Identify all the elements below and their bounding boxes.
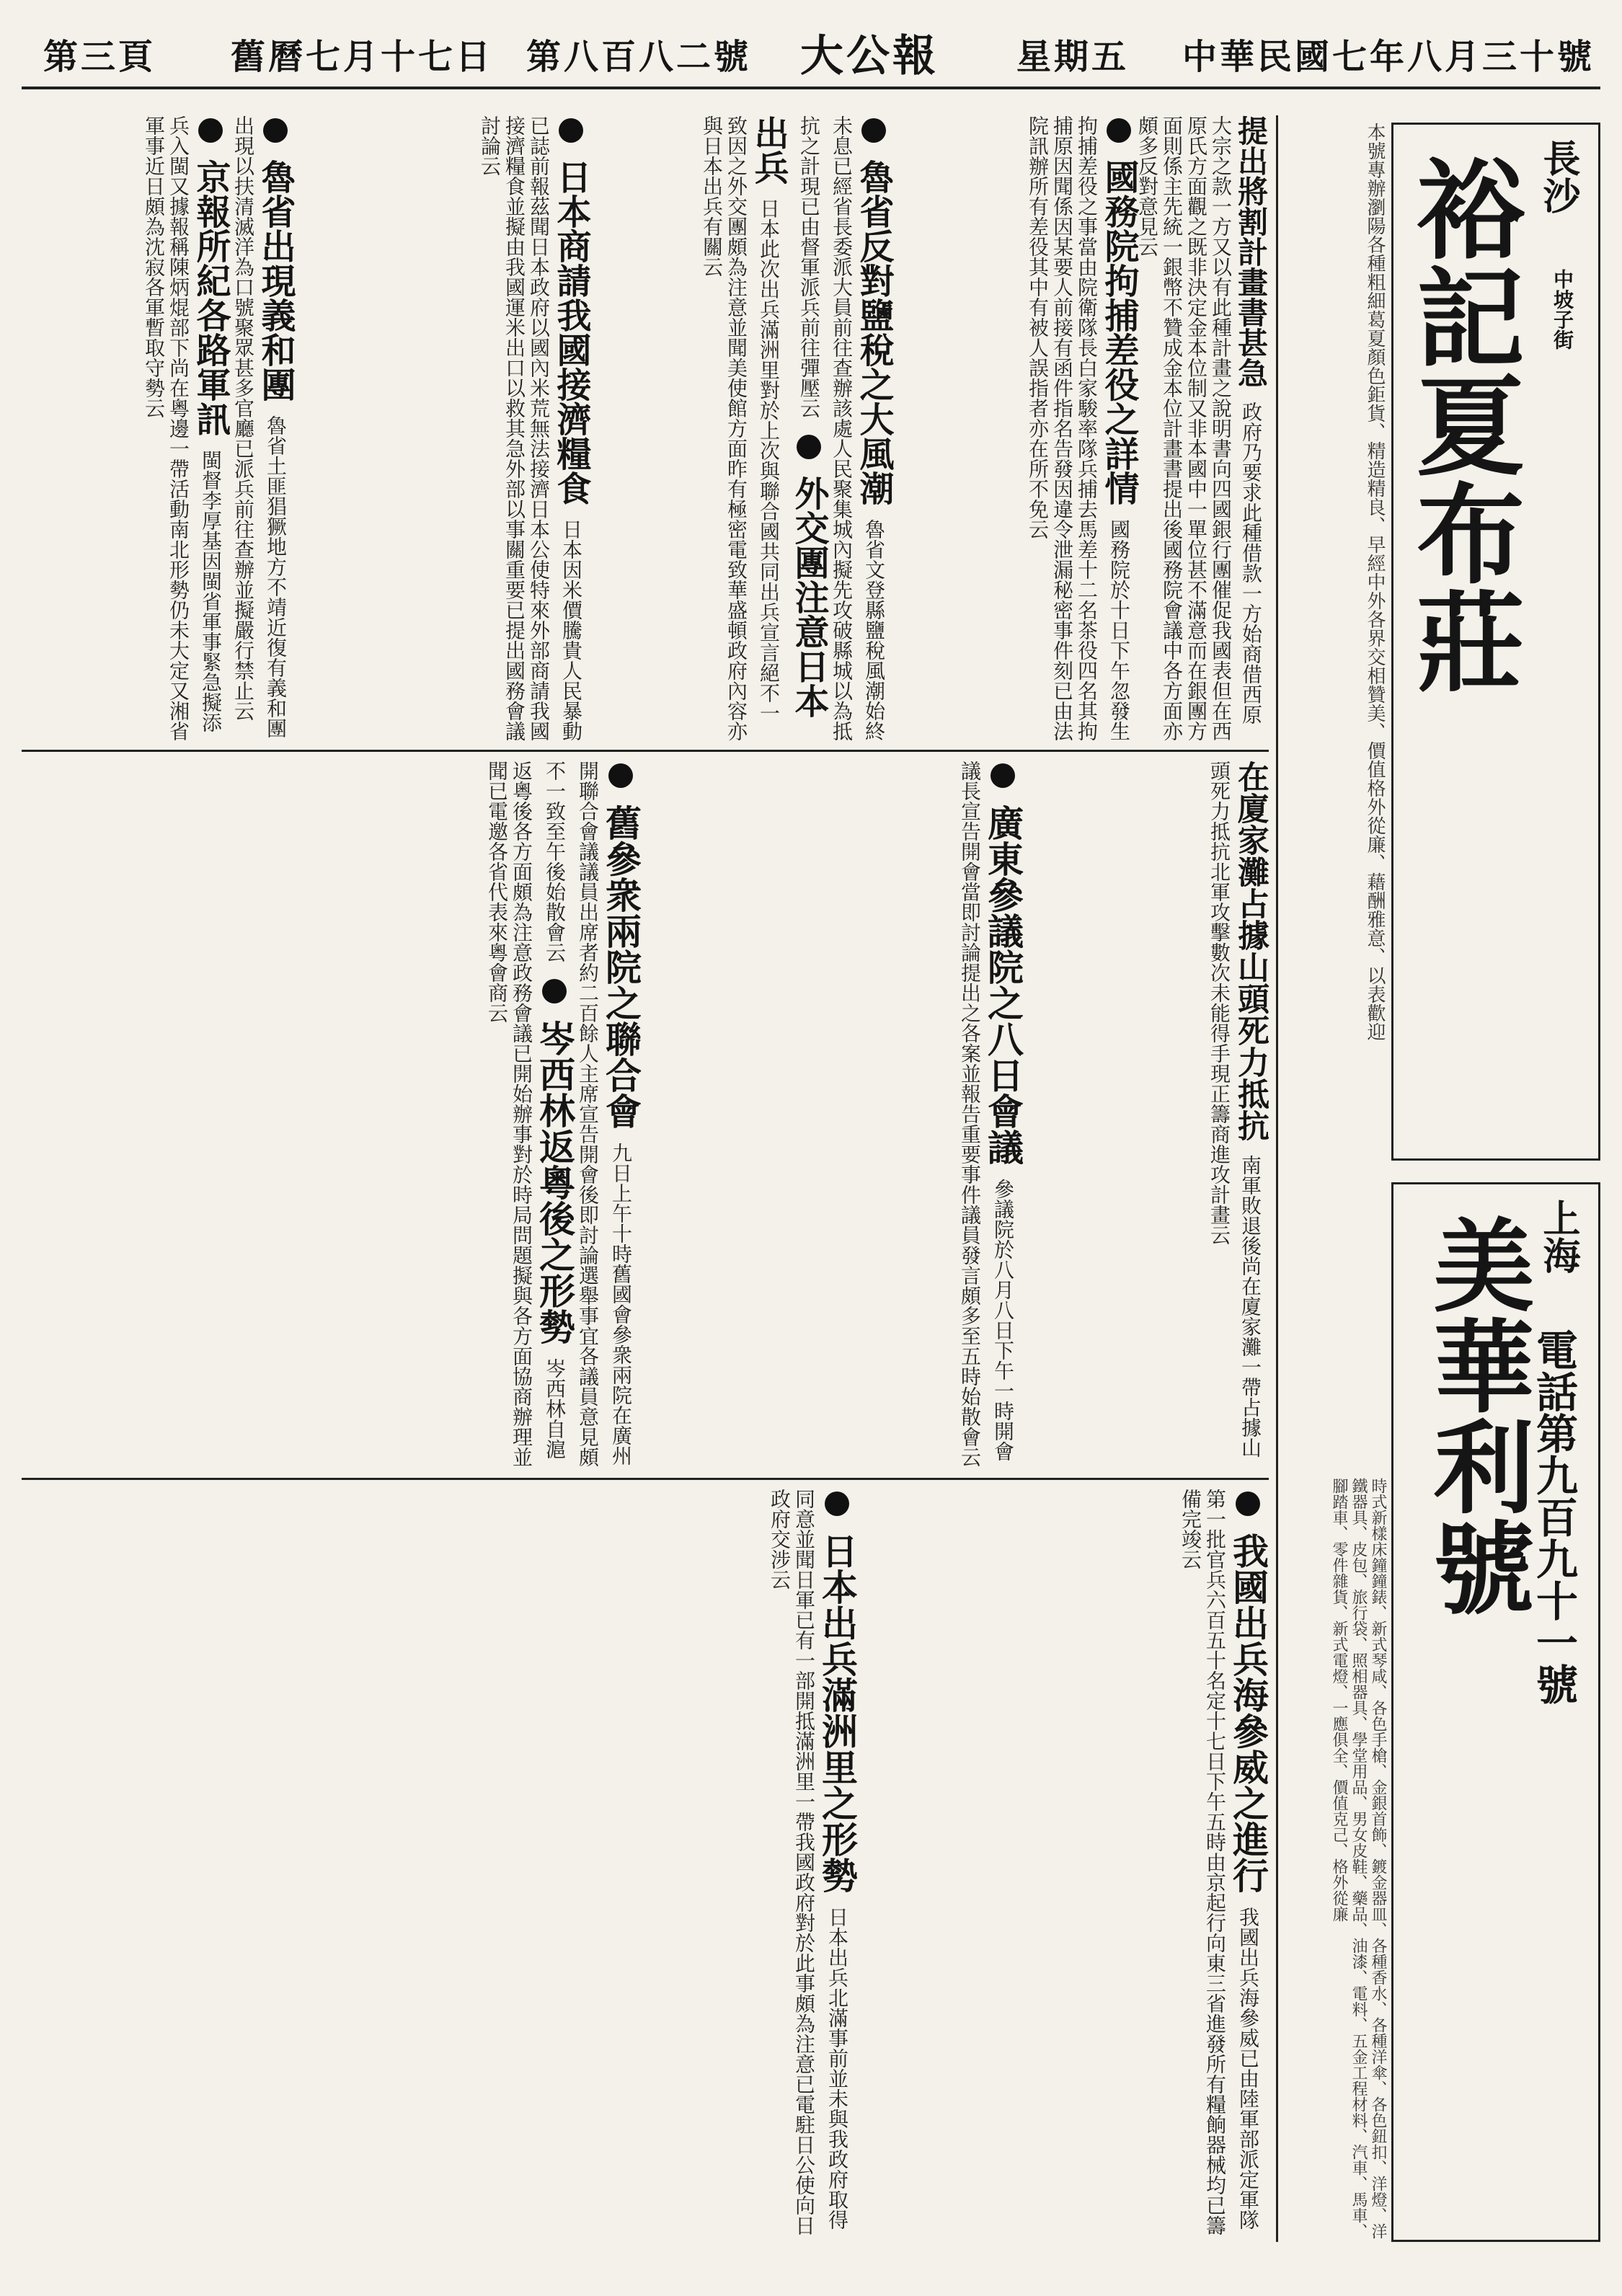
article-title: 日本商請我國接濟糧食 <box>551 159 591 505</box>
article-title: 魯省反對鹽稅之大風潮 <box>854 159 894 505</box>
lunar-date: 舊曆七月十七日 <box>231 37 494 77</box>
article-title: 岑西林返粵後之形勢 <box>533 1020 576 1344</box>
article-title: 在廈家灘占據山頭死力抵抗 <box>1232 761 1269 1141</box>
bullet-icon <box>263 118 288 143</box>
article <box>865 1489 1269 2242</box>
ad-changsha-address: 中坡子街 <box>1551 269 1574 350</box>
issue-number: 第八百八二號 <box>526 37 752 77</box>
ad-product-list: 時式新樣床鐘鐘錶、新式琴咸、各色手槍、金銀首飾、鍍金器皿、各種香水、各種洋傘、各色鈕扣、洋燈、洋鐵器具、皮包、旅行袋、照相器具、學堂用品、男女皮鞋、藥品、油漆、電料、五金工程材料、汽車、馬車、腳踏車、零件雜貨、新式電燈、一應俱全、價值克己、格外從廉 <box>1330 1478 1387 2239</box>
article-body: 九日上午十時舊國會參衆兩院在廣州開聯合會議議員出席者約二百餘人主席宣告開會後即討論選舉事宜各議員意見頗不一致至午後始散會云 <box>543 761 633 1467</box>
bullet-icon <box>1107 118 1131 143</box>
article-body: 政府乃要求此種借款一方始商借西原大宗之款一方又以有此種計畫之說明書向四國銀行團催促我國表但在西原氏方面觀之既非決定金本位制又非本國中一單位甚不滿意而在銀團方面則係主先統一銀幣不贊成金本位計畫書提出後國務院會議中各方面亦頗多反對意見云 <box>1135 115 1263 741</box>
article <box>22 115 296 743</box>
ad-shop-name: 裕記夏布莊 <box>1398 154 1525 694</box>
article-body: 閩督李厚基因閩省軍事緊急擬添兵入閩又據報稱陳炳焜部下尚在粵邊一帶活動南北形勢仍未大定又湘省軍事近日頗為沈寂各軍暫取守勢云 <box>142 115 223 741</box>
article-title: 廣東參議院之八日會議 <box>982 805 1024 1165</box>
page-number: 第三頁 <box>43 37 156 77</box>
article-title: 國務院拘捕差役之詳情 <box>1099 159 1139 505</box>
bullet-icon <box>542 979 567 1003</box>
article-title: 舊參衆兩院之聯合會 <box>600 805 642 1129</box>
article-body: 國務院於十日下午忽發生拘捕差役之事當由院衛隊長白家駿率隊兵捕去馬差十二名茶役四名其拘捕原因聞係因某要人前接有函件指名告發因違令泄漏秘密事件刻已由法院訊辦所有差役其中有被人誤指者亦在所不免云 <box>1026 115 1131 741</box>
column-divider <box>1276 115 1278 2242</box>
bullet-icon <box>1236 1491 1260 1516</box>
article-title: 外交團注意日本出兵 <box>748 115 829 718</box>
article <box>908 115 1139 743</box>
article-body: 魯省文登縣鹽稅風潮始終未息已經省長委派大員前往查辦該處人民聚集城內擬先攻破縣城以為抵抗之計現已由督軍派兵前往彈壓云 <box>797 115 886 741</box>
section-divider <box>22 1478 1269 1480</box>
ad-telephone: 電話第九百九十一號 <box>1529 1329 1578 1705</box>
article-title: 京報所紀各路軍訊 <box>190 159 231 436</box>
article-body: 日本此次出兵滿洲里對於上次與聯合國共同出兵宣言絕不一致因之外交團頗為注意並聞美使館方面昨有極密電致華盛頓政府內容亦與日本出兵有關云 <box>700 115 781 741</box>
paper-title: 大公報 <box>800 31 939 81</box>
article-body: 日本出兵北滿事前並未與我政府取得同意並聞日軍已有一部開抵滿洲里一帶我國政府對於此事頗為注意已電駐日公使向日政府交涉云 <box>768 1489 849 2235</box>
bullet-icon <box>198 118 223 143</box>
article-title: 日本出兵滿洲里之形勢 <box>816 1533 859 1893</box>
article <box>1031 761 1269 1471</box>
article-body: 魯省土匪猖獗地方不靖近復有義和團出現以扶清滅洋為口號聚眾甚多官廳已派兵前往查辦並擬嚴行禁止云 <box>231 115 288 738</box>
ad-shop-description: 本號專辦瀏陽各種粗細葛夏顏色鉅貨、精造精良、早經中外各界交相贊美、價值格外從廉、藉酬雅意、以表歡迎 <box>1364 123 1386 1041</box>
article-body: 岑西林自滬返粵後各方面頗為注意政務會議已開始辦事對於時局問題擬與各方面協商辦理並聞已電邀各省代表來粵會商云 <box>485 761 567 1467</box>
ad-changsha-city: 長沙 <box>1536 139 1580 214</box>
article-body: 日本因米價騰貴人民暴動已誌前報茲聞日本政府以國內米荒無法接濟日本公使特來外部商請我國接濟糧食並擬由我國運米出口以救其急外部以事關重要已提出國務會議討論云 <box>478 115 583 741</box>
publication-date: 中華民國七年八月三十號 <box>1182 37 1595 77</box>
masthead-bar <box>22 22 1600 89</box>
article <box>22 761 642 1471</box>
ad-changsha <box>1391 123 1600 1161</box>
section-divider <box>22 750 1269 752</box>
article <box>606 115 894 743</box>
article-body: 參議院於八月八日下午一時開會議長宣告開會當即討論提出之各案並報告重要事件議員發言頗多至五時始散會云 <box>958 761 1015 1467</box>
bullet-icon <box>991 763 1015 788</box>
article-title: 提出將割計畫書甚急 <box>1233 115 1269 388</box>
ad-shanghai-city: 上海 <box>1536 1199 1580 1274</box>
article <box>649 761 1024 1471</box>
bullet-icon <box>559 118 583 143</box>
bullet-icon <box>608 763 633 788</box>
article-title: 我國出兵海參威之進行 <box>1227 1533 1269 1893</box>
bullet-icon <box>797 435 821 459</box>
weekday: 星期五 <box>1016 37 1130 77</box>
bullet-icon <box>825 1491 849 1516</box>
article <box>303 115 591 743</box>
bullet-icon <box>861 118 886 143</box>
article-title: 魯省出現義和團 <box>255 159 296 402</box>
article <box>22 1489 858 2242</box>
article <box>1135 115 1269 743</box>
ad-shanghai <box>1391 1182 1600 2242</box>
ad-brand-name: 美華利號 <box>1417 1213 1535 1617</box>
article-body: 我國出兵海參威已由陸軍部派定軍隊第一批官兵六百五十名定十七日下午五時由京起行向東三省進發所有糧餉器械均已籌備完竣云 <box>1179 1489 1260 2235</box>
article-body: 南軍敗退後尚在廈家灘一帶占據山頭死力抵抗北軍攻擊數次未能得手現正籌商進攻計畫云 <box>1207 761 1262 1458</box>
